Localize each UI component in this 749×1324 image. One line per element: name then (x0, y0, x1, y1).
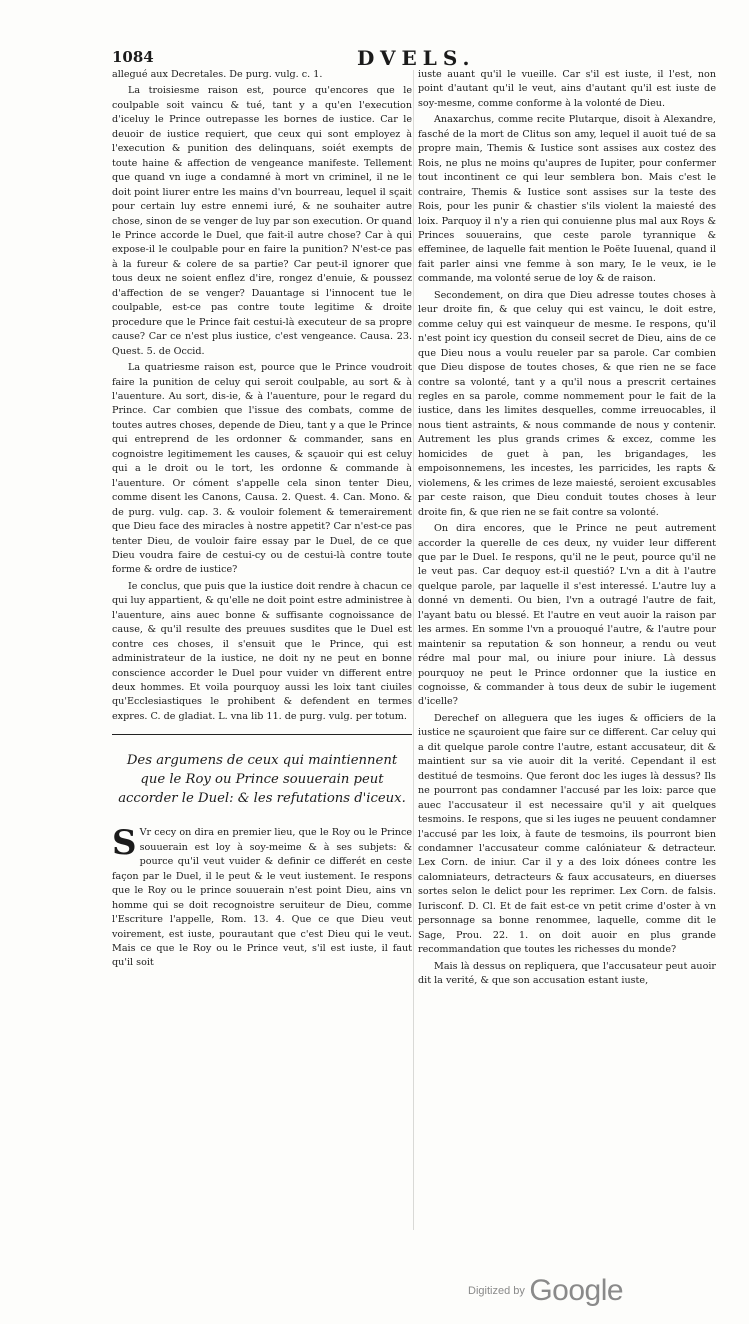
column-gutter (413, 70, 414, 1230)
page-number: 1084 (112, 48, 154, 66)
paragraph-with-dropcap (112, 823, 412, 971)
running-title: DVELS. (357, 46, 476, 70)
watermark-prefix: Digitized by (468, 1285, 525, 1297)
paragraph: iuste auant qu'il le vueille. Car s'il est iuste, il l'est, non point d'autant qu'il le veut, ains d'autant qu'il est iuste de soy-mesme, comme conforme à la volonté de Dieu. (418, 69, 716, 109)
paragraph: Derechef on alleguera que les iuges & officiers de la iustice ne sçauroient que faire sur ce different. Car celuy qui a dit quelque parole contre l'autre, estant accusateur, dit & maintient sur sa vie auoir dit la verité. Cependant il est destitué de tesmoins. Que feront doc les iuges là dessus? Ils ne pourront pas condamner l'accusé par les loix: parce que auec l'accusateur il est necessaire qu'il y ait quelques tesmoins. Ie respons, que si les iuges ne peuuent condamner l'accusé par les loix, à faute de tesmoins, ils pourront bien condamner l'accusateur comme calóniateur & detracteur. Lex Corn. de iniur. Car il y a des loix dónees contre les calomniateurs, detracteurs & faux accusateurs, en diuerses sortes selon le delict pour les reprimer. Lex Corn. de falsis. Iurisconf. D. Cl. Et de fait est-ce vn petit crime d'oster à vn personnage sa bonne renommee, laquelle, comme dit le Sage, Prou. 22. 1. on doit auoir en plus grande recommandation que toutes les richesses du monde? (418, 712, 716, 956)
paragraph: La troisiesme raison est, pource qu'encores que le coulpable soit vaincu & tué, tant y a qu'en l'execution d'iceluy le Prince outrepasse les bornes de iustice. Car le deuoir de iustice requiert, que ceux qui sont employez à l'execution & punition des delinquans, soiét exempts de toute haine & affection de vengeance manifeste. Tellement que quand vn iuge a condamné à mort vn criminel, il ne le doit point liurer entre les mains d'vn bourreau, lequel il sçait pour certain luy estre ennemi iuré, & ne souhaiter autre chose, sinon de se venger de luy par son execution. Or quand le Prince accorde le Duel, que fait-il autre chose? Car à qui expose-il le coulpable pour en faire la punition? N'est-ce pas à la fureur & colere de sa partie? Car peut-il ignorer que tous deux ne soient enflez d'ire, rongez d'enuie, & poussez d'affection de se venger? Dauantage si l'innocent tue le coulpable, est-ce pas contre toute legitime & droite procedure que le Prince fait cestui-là executeur de sa propre cause? Car ce n'est plus iustice, c'est vengeance. Causa. 23. Quest. 5. de Occid. (112, 85, 412, 357)
drop-cap: S (112, 823, 137, 864)
google-logo: Google (529, 1274, 624, 1307)
paragraph: allegué aux Decretales. De purg. vulg. c. 1. (112, 69, 323, 80)
paragraph: Ie conclus, que puis que la iustice doit rendre à chacun ce qui luy appartient, & qu'elle ne doit point estre administree à l'auenture, ains auec bonne & suffisante cognoissance de cause, & qu'il resulte des preuues susdites que le Duel est contre ces choses, il s'ensuit que le Prince, qui est administrateur de la iustice, ne doit ny ne peut en bonne conscience accorder le Duel pour vuider vn different entre deux hommes. Et voila pourquoy aussi les loix tant ciuiles qu'Ecclesiastiques le prohibent & defendent en termes expres. C. de gladiat. L. vna lib 11. de purg. vulg. per totum. (112, 580, 412, 722)
paragraph: Secondement, on dira que Dieu adresse toutes choses à leur droite fin, & que celuy qui est vaincu, le doit estre, comme celuy qui est vainqueur de mesme. Ie respons, qu'il n'est point icy question du conseil secret de Dieu, ains de ce que Dieu nous a voulu reueler par sa parole. Car combien que Dieu dispose de toutes choses, & que rien ne se face contre sa volonté, tant y a qu'il nous a prescrit certaines regles en sa parole, comme nommement pour le fait de la iustice, dans les limites desquelles, comme irreuocables, il nous tient astraints, & nous commande de nous y contenir. Autrement les plus grands crimes & excez, comme les homicides de guet à pan, les brigandages, les empoisonnemens, les incestes, les parricides, les rapts & violemens, & les crimes de leze maiesté, seroient excusables par ceste raison, que Dieu conduit toutes choses à leur droite fin, & que rien ne se fait contre sa volonté. (418, 289, 716, 518)
left-column (112, 68, 412, 971)
paragraph: Anaxarchus, comme recite Plutarque, disoit à Alexandre, fasché de la mort de Clitus son amy, lequel il auoit tué de sa propre main, Themis & Iustice sont assises aux costez des Rois, ne plus ne moins qu'aupres de Iupiter, pour confermer tout incontinent ce qui leur semblera bon. Mais c'est le contraire, Themis & Iustice sont assises sur la teste des Rois, pour les punir & chastier s'ils violent la maiesté des loix. Parquoy il n'y a rien qui conuienne plus mal aux Roys & Princes souuerains, que ceste parole tyrannique & effeminee, de laquelle fait mention le Poëte Iuuenal, quand il fait parler ainsi vne femme à son mary, Ie le veux, ie le commande, ma volonté serue de loy & de raison. (418, 114, 716, 285)
digitization-watermark (468, 1274, 623, 1308)
paragraph-text: Vr cecy on dira en premier lieu, que le Roy ou le Prince souuerain est loy à soy-meime & à ses subjets: & pource qu'il veut vuider & definir ce differét en ceste façon par le Duel, il le peut & le veut iustement. Ie respons que le Roy ou le prince souuerain n'est point Dieu, ains vn homme qui se doit recognoistre seruiteur de Dieu, comme l'Escriture l'appelle, Rom. 13. 4. Que ce que Dieu veut voirement, est iuste, pourautant que c'est Dieu qui le veut. Mais ce que le Roy ou le Prince veut, s'il est iuste, il faut qu'il soit (112, 827, 412, 969)
section-title: Des argumens de ceux qui maintiennent que le Roy ou Prince souuerain peut accorder le Duel: & les refutations d'iceux. (118, 753, 406, 807)
paragraph: La quatriesme raison est, pource que le Prince voudroit faire la punition de celuy qui seroit coulpable, au sort & à l'auenture. Au sort, dis-ie, & à l'auenture, pour le regard du Prince. Car combien que l'issue des combats, comme de toutes autres choses, depende de Dieu, tant y a que le Prince qui entreprend de les ordonner & commander, sans en cognoistre legitimement les causes, & sçauoir qui est celuy qui a le droit ou le tort, les ordonne & commande à l'auenture. Or cóment s'appelle cela sinon tenter Dieu, comme disent les Canons, Causa. 2. Quest. 4. Can. Mono. & de purg. vulg. cap. 3. & vouloir folement & temerairement que Dieu face des miracles à nostre appetit? Car n'est-ce pas tenter Dieu, de vouloir faire essay par le Duel, de ce que Dieu voudra faire de cestui-cy ou de cestui-là contre toute forme & ordre de iustice? (112, 362, 412, 576)
section-divider (112, 734, 412, 735)
right-column (418, 68, 716, 989)
paragraph: On dira encores, que le Prince ne peut autrement accorder la querelle de ces deux, ny vuider leur different que par le Duel. Ie respons, qu'il ne le peut, pource qu'il ne le veut pas. Car dequoy est-il questió? L'vn a dit à l'autre quelque parole, par laquelle il s'est interessé. L'autre luy a donné vn dementi. Ou bien, l'vn a outragé l'autre de fait, l'ayant batu ou blessé. Et l'autre en veut auoir la raison par les armes. En somme l'vn a prouoqué l'autre, & l'autre pour maintenir sa reputation & son honneur, a rendu ou veut rédre mal pour mal, ou iniure pour iniure. Là dessus pourquoy ne peut le Prince ordonner que la iustice en cognoisse, & commander à tous deux de subir le iugement d'icelle? (418, 523, 716, 708)
paragraph: Mais là dessus on repliquera, que l'accusateur peut auoir dit la verité, & que son accusation estant iuste, (418, 960, 716, 987)
